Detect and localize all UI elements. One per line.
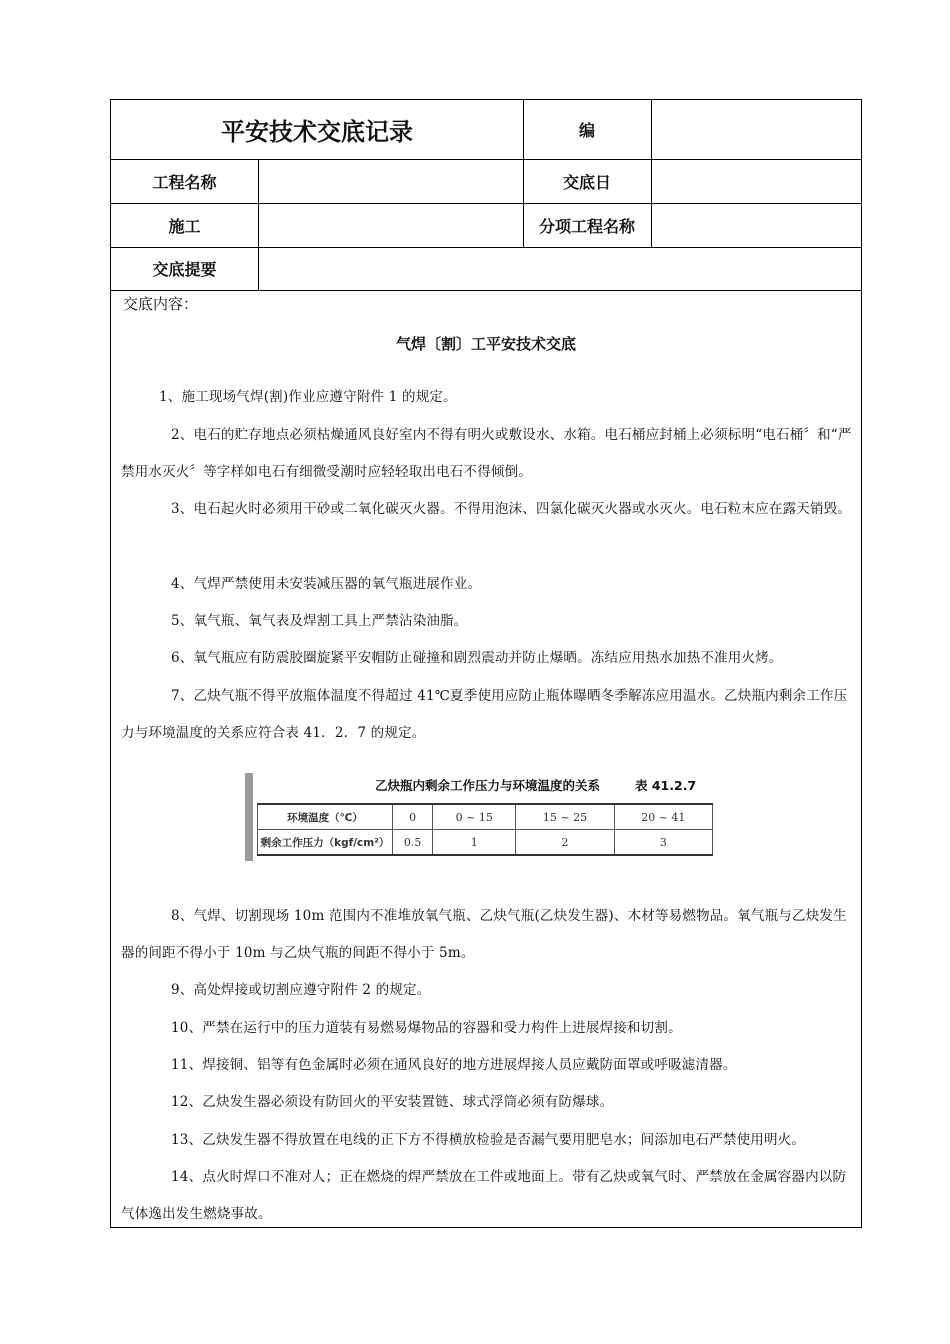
embedded-table-number: 表 41.2.7: [635, 778, 697, 793]
pressure-temperature-table: [245, 771, 719, 863]
embedded-table-title: 乙炔瓶内剩余工作压力与环境温度的关系: [375, 778, 601, 793]
table-cell: 0 ~ 15: [433, 804, 516, 830]
row-header: 环境温度（℃）: [258, 804, 393, 830]
summary-label: 交底提要: [152, 260, 217, 279]
paragraph: 12、乙炔发生器必须设有防回火的平安装置链、球式浮筒必须有防爆球。: [171, 1094, 614, 1110]
paragraph: 3、电石起火时必须用干砂或二氧化碳灭火器。不得用泡沫、四氯化碳灭火器或水灭火。电石粒末应在露天销毁。: [171, 501, 852, 517]
construction-field[interactable]: [258, 203, 523, 247]
content-subtitle: 气焊〔割〕工平安技术交底: [395, 335, 576, 353]
code-label: 编: [578, 121, 595, 140]
date-label: 交底日: [562, 172, 611, 192]
table-cell: 20 ~ 41: [614, 804, 712, 830]
safety-disclosure-form: [110, 99, 862, 1228]
table-row: [258, 830, 713, 856]
row-header: 剩余工作压力（kgf/cm²）: [258, 830, 393, 856]
table-cell: 0: [393, 804, 433, 830]
paragraph: 7、乙炔气瓶不得平放瓶体温度不得超过 41℃夏季使用应防止瓶体曝晒冬季解冻应用温水。乙炔瓶内剩余工作压力与环境温度的关系应符合表 41．2．7 的规定。: [121, 688, 848, 741]
subproject-label: 分项工程名称: [538, 216, 635, 236]
project-name-field[interactable]: [258, 159, 523, 203]
paragraph: 8、气焊、切割现场 10m 范围内不准堆放氧气瓶、乙炔气瓶(乙炔发生器)、木材等易燃物品。氧气瓶与乙炔发生器的间距不得小于 10m 与乙炔气瓶的间距不得小于 5m。: [121, 908, 847, 961]
form-title: 平安技术交底记录: [221, 118, 413, 146]
paragraph: 5、氧气瓶、氧气表及焊割工具上严禁沾染油脂。: [171, 613, 468, 629]
summary-field[interactable]: [258, 247, 861, 290]
paragraph: 4、气焊严禁使用未安装减压器的氧气瓶进展作业。: [171, 576, 482, 592]
date-field[interactable]: [651, 159, 861, 203]
subproject-field[interactable]: [651, 203, 861, 247]
code-field[interactable]: [651, 100, 861, 159]
table-cell: 0.5: [393, 830, 433, 856]
table-row: [258, 804, 713, 830]
project-name-label: 工程名称: [152, 172, 217, 192]
paragraph: 11、焊接铜、铝等有色金属时必须在通风良好的地方进展焊接人员应戴防面罩或呼吸滤清器。: [171, 1057, 737, 1073]
row-divider: [111, 290, 861, 291]
table-cell: 1: [433, 830, 516, 856]
table-cell: 15 ~ 25: [516, 804, 614, 830]
embedded-table-grid: [257, 803, 713, 856]
paragraph: 2、电石的贮存地点必须枯燥通风良好室内不得有明火或敷设水、水箱。电石桶应封桶上必须标明“电石桶〞和“严禁用水灭火〞等字样如电石有细微受潮时应轻轻取出电石不得倾倒。: [121, 427, 852, 480]
paragraph: 1、施工现场气焊(割)作业应遵守附件 1 的规定。: [159, 389, 457, 405]
construction-label: 施工: [168, 216, 201, 236]
scan-edge: [245, 773, 253, 861]
table-cell: 3: [614, 830, 712, 856]
paragraph: 9、高处焊接或切割应遵守附件 2 的规定。: [171, 982, 431, 998]
table-cell: 2: [516, 830, 614, 856]
paragraph: 14、点火时焊口不准对人；正在燃烧的焊严禁放在工件或地面上。带有乙炔或氧气时、严禁放在金属容器内以防气体逸出发生燃烧事故。: [121, 1169, 847, 1222]
paragraph: 6、氧气瓶应有防震胶圈旋紧平安帽防止碰撞和剧烈震动并防止爆晒。冻结应用热水加热不准用火烤。: [171, 650, 783, 666]
content-lead: 交底内容：: [123, 295, 199, 313]
paragraph: 13、乙炔发生器不得放置在电线的正下方不得横放检验是否漏气要用肥皂水；间添加电石严禁使用明火。: [171, 1132, 806, 1148]
paragraph: 10、严禁在运行中的压力道装有易燃易爆物品的容器和受力构件上进展焊接和切割。: [171, 1020, 682, 1036]
